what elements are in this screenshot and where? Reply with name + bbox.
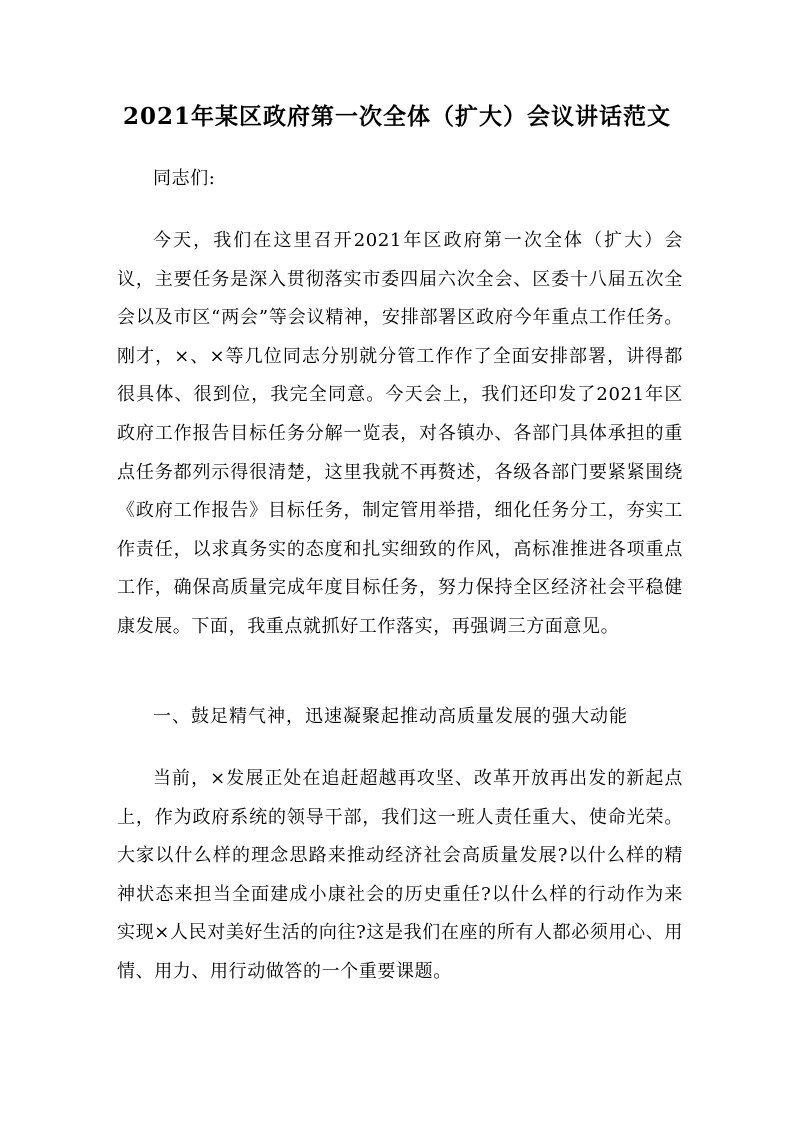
- section-heading-1: 一、鼓足精气神，迅速凝聚起推动高质量发展的强大动能: [153, 706, 628, 727]
- salutation: 同志们:: [153, 168, 216, 189]
- document-title: 2021年某区政府第一次全体（扩大）会议讲话范文: [122, 103, 671, 130]
- body-paragraph-1: 今天，我们在这里召开2021年区政府第一次全体（扩大）会议，主要任务是深入贯彻落实市委四届六次全会、区委十八届五次全会以及市区“两会”等会议精神，安排部署区政府今年重点工作任务。刚才，×、×等几位同志分别就分管工作作了全面安排部署，讲得都很具体、很到位，我完全同意。今天会上，我们还印发了2021年区政府工作报告目标任务分解一览表，对各镇办、各部门具体承担的重点任务都列示得很清楚，这里我就不再赘述，各级各部门要紧紧围绕《政府工作报告》目标任务，制定管用举措，细化任务分工，夯实工作责任，以求真务实的态度和扎实细致的作风，高标准推进各项重点工作，确保高质量完成年度目标任务，努力保持全区经济社会平稳健康发展。下面，我重点就抓好工作落实，再强调三方面意见。: [117, 230, 683, 637]
- body-paragraph-2: 当前，×发展正处在追赶超越再攻坚、改革开放再出发的新起点上，作为政府系统的领导干部，我们这一班人责任重大、使命光荣。大家以什么样的理念思路来推动经济社会高质量发展?以什么样的精神状态来担当全面建成小康社会的历史重任?以什么样的行动作为来实现×人民对美好生活的向往?这是我们在座的所有人都必须用心、用情、用力、用行动做答的一个重要课题。: [117, 768, 683, 982]
